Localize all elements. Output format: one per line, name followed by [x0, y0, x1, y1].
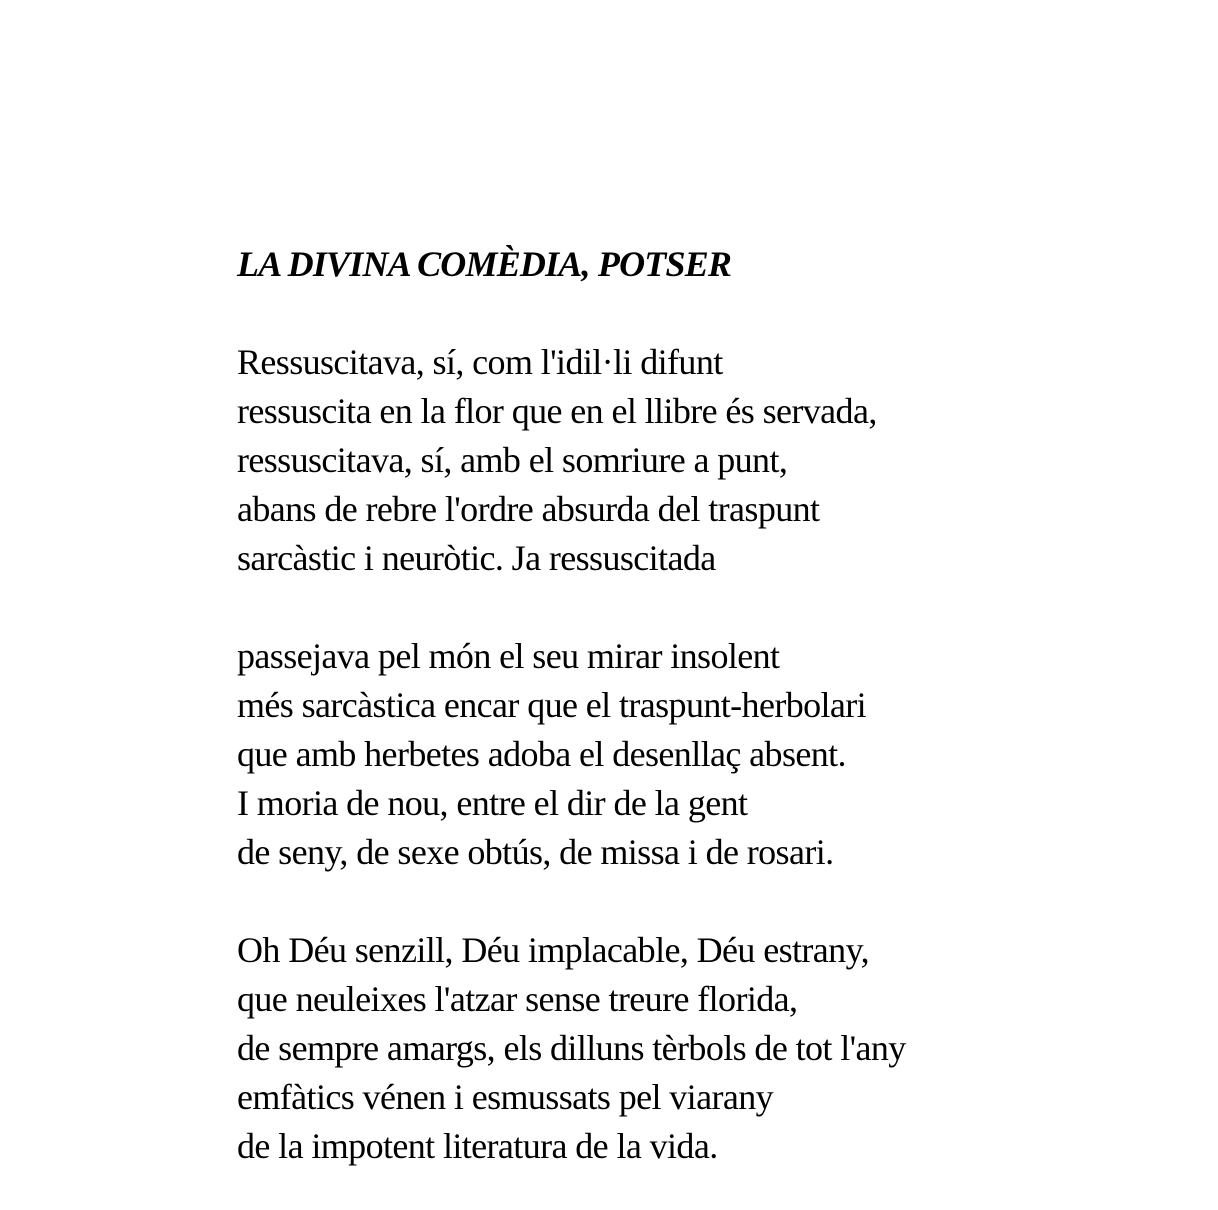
poem-line: ressuscita en la flor que en el llibre és servada,	[237, 391, 877, 431]
poem-line: sarcàstic i neuròtic. Ja ressuscitada	[237, 538, 716, 578]
poem-line: ressuscitava, sí, amb el somriure a punt,	[237, 440, 788, 480]
poem-line: que neuleixes l'atzar sense treure florida,	[237, 979, 798, 1019]
poem-line: de sempre amargs, els dilluns tèrbols de tot l'any	[237, 1028, 906, 1068]
poem-line: Oh Déu senzill, Déu implacable, Déu estrany,	[237, 930, 870, 970]
poem	[237, 240, 1197, 1171]
poem-line: Ressuscitava, sí, com l'idil·li difunt	[237, 342, 723, 382]
poem-line: de seny, de sexe obtús, de missa i de rosari.	[237, 832, 834, 872]
stanza-2	[237, 632, 1197, 877]
stanza-3	[237, 926, 1197, 1171]
stanza-1	[237, 338, 1197, 583]
poem-line: que amb herbetes adoba el desenllaç absent.	[237, 734, 846, 774]
poem-line: passejava pel món el seu mirar insolent	[237, 636, 780, 676]
poem-line: més sarcàstica encar que el traspunt-herbolari	[237, 685, 867, 725]
poem-line: I moria de nou, entre el dir de la gent	[237, 783, 748, 823]
poem-line: emfàtics vénen i esmussats pel viarany	[237, 1077, 774, 1117]
poem-line: de la impotent literatura de la vida.	[237, 1126, 718, 1166]
poem-line: abans de rebre l'ordre absurda del traspunt	[237, 489, 820, 529]
poem-title: LA DIVINA COMÈDIA, POTSER	[237, 244, 732, 284]
